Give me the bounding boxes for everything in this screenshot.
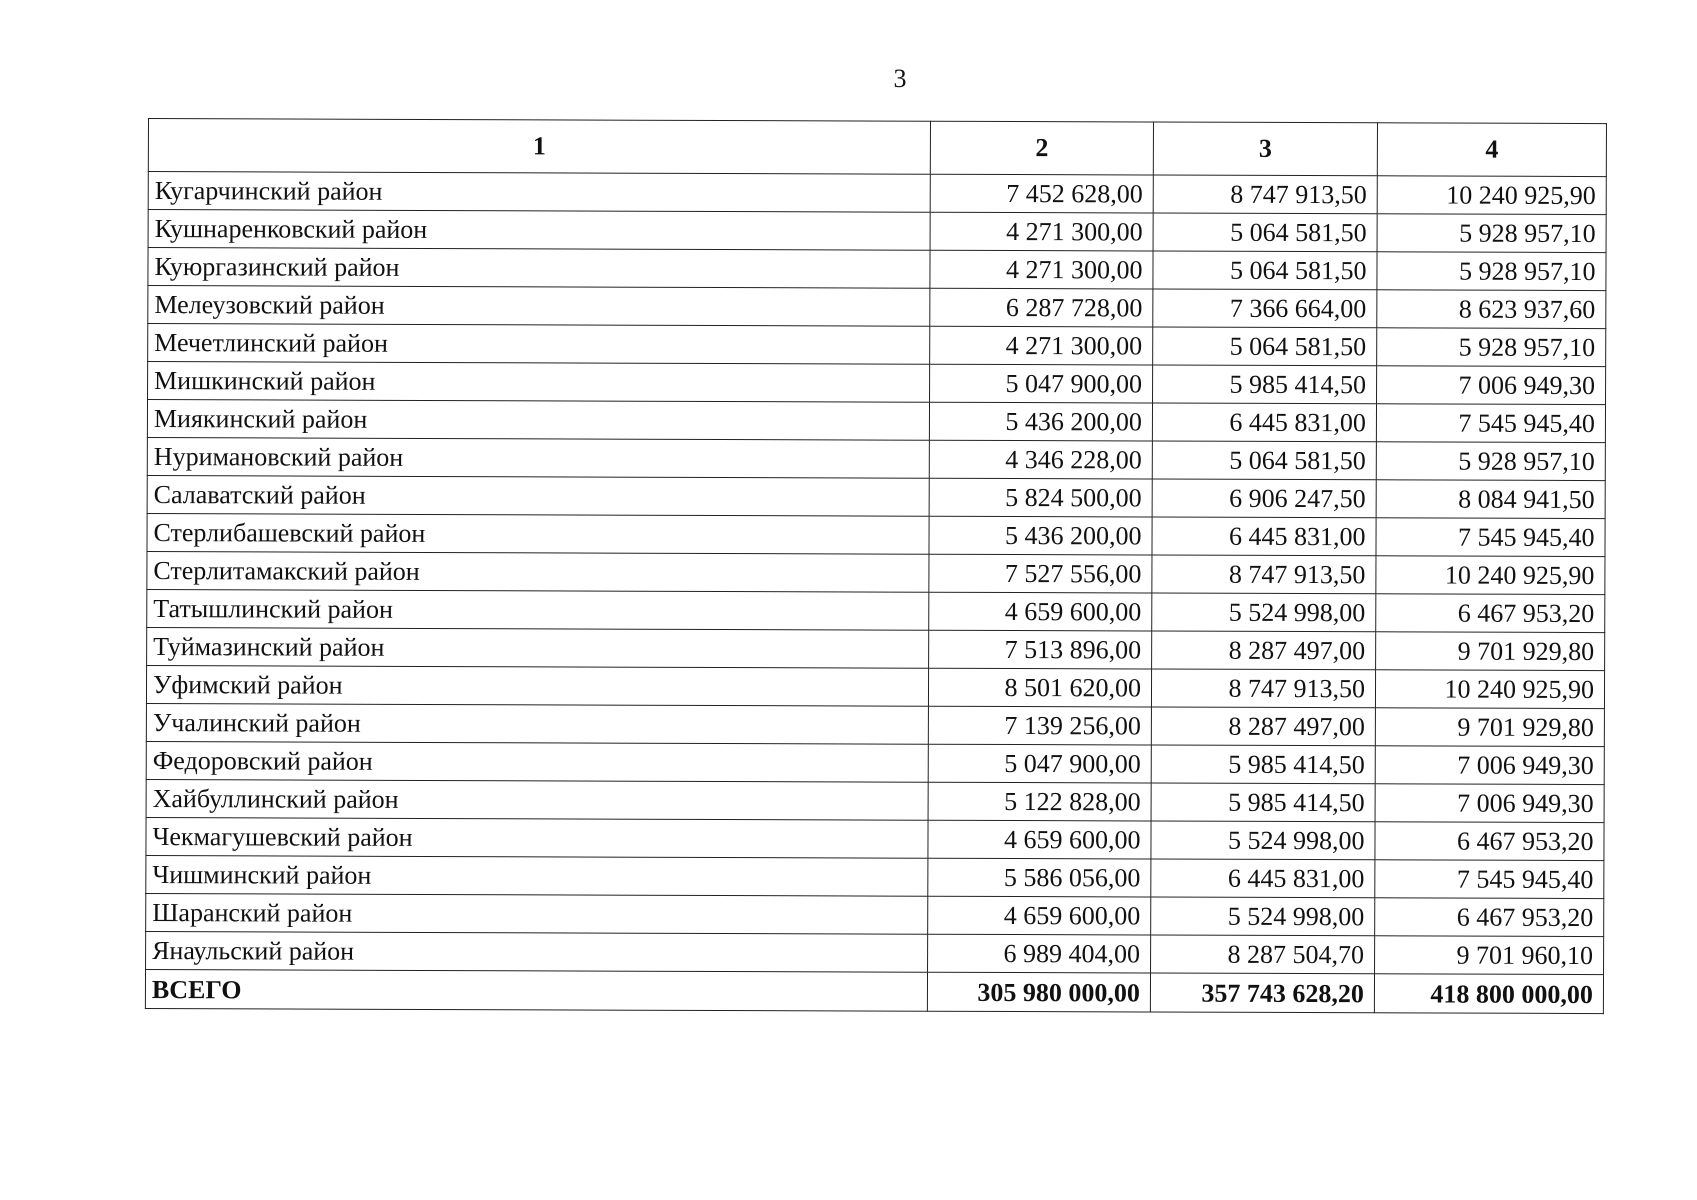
value-col-4-cell: 9 701 960,10	[1375, 936, 1604, 975]
value-col-3-cell: 5 985 414,50	[1153, 365, 1377, 404]
value-col-2-cell: 7 139 256,00	[928, 706, 1151, 745]
table-row	[148, 324, 1606, 367]
table-row	[147, 551, 1605, 594]
table-row	[147, 513, 1605, 556]
table-row	[148, 210, 1606, 253]
column-header-4: 4	[1377, 123, 1606, 177]
value-col-2-cell: 6 287 728,00	[930, 288, 1153, 327]
total-col-4-cell: 418 800 000,00	[1374, 974, 1603, 1014]
table-row	[146, 665, 1604, 708]
value-col-3-cell: 5 985 414,50	[1151, 783, 1375, 822]
district-name-cell: Мелеузовский район	[148, 286, 930, 327]
value-col-2-cell: 4 271 300,00	[930, 212, 1153, 251]
value-col-4-cell: 10 240 925,90	[1377, 176, 1606, 215]
value-col-2-cell: 5 122 828,00	[928, 782, 1151, 821]
value-col-4-cell: 8 084 941,50	[1376, 480, 1605, 519]
column-header-1: 1	[148, 119, 930, 175]
value-col-3-cell: 8 287 497,00	[1151, 707, 1375, 746]
value-col-3-cell: 6 445 831,00	[1151, 859, 1375, 898]
value-col-3-cell: 5 524 998,00	[1151, 897, 1375, 936]
value-col-2-cell: 6 989 404,00	[928, 934, 1151, 973]
value-col-2-cell: 4 346 228,00	[929, 440, 1152, 479]
table-body	[145, 172, 1606, 1014]
value-col-2-cell: 4 271 300,00	[930, 326, 1153, 365]
value-col-3-cell: 6 445 831,00	[1152, 403, 1376, 442]
value-col-2-cell: 4 659 600,00	[928, 896, 1151, 935]
table-container	[145, 118, 1607, 1014]
district-name-cell: Чишминский район	[146, 855, 928, 896]
value-col-2-cell: 5 436 200,00	[929, 516, 1152, 555]
value-col-4-cell: 5 928 957,10	[1377, 252, 1606, 291]
district-name-cell: Янаульский район	[146, 931, 928, 972]
value-col-4-cell: 7 545 945,40	[1376, 404, 1605, 443]
total-col-2-cell: 305 980 000,00	[927, 972, 1150, 1012]
district-name-cell: Мишкинский район	[148, 362, 930, 403]
table-row	[147, 589, 1605, 632]
total-label-cell: ВСЕГО	[145, 969, 927, 1011]
district-name-cell: Стерлибашевский район	[147, 513, 929, 554]
table-row	[146, 931, 1604, 974]
district-name-cell: Учалинский район	[146, 703, 928, 744]
value-col-3-cell: 8 747 913,50	[1153, 175, 1377, 214]
column-header-3: 3	[1153, 122, 1377, 176]
value-col-4-cell: 9 701 929,80	[1375, 708, 1604, 747]
table-row	[148, 172, 1606, 215]
value-col-2-cell: 5 586 056,00	[928, 858, 1151, 897]
table-row	[147, 437, 1605, 480]
table-row	[148, 362, 1606, 405]
total-row	[145, 969, 1603, 1013]
value-col-2-cell: 4 659 600,00	[928, 820, 1151, 859]
value-col-3-cell: 5 064 581,50	[1152, 441, 1376, 480]
table-row	[146, 703, 1604, 746]
value-col-2-cell: 4 271 300,00	[930, 250, 1153, 289]
district-name-cell: Стерлитамакский район	[147, 551, 929, 592]
district-name-cell: Куюргазинский район	[148, 248, 930, 289]
value-col-4-cell: 7 545 945,40	[1376, 518, 1605, 557]
value-col-2-cell: 7 452 628,00	[930, 174, 1153, 213]
value-col-3-cell: 5 064 581,50	[1153, 327, 1377, 366]
district-name-cell: Чекмагушевский район	[146, 817, 928, 858]
value-col-4-cell: 7 006 949,30	[1375, 784, 1604, 823]
value-col-2-cell: 7 527 556,00	[929, 554, 1152, 593]
value-col-3-cell: 8 747 913,50	[1151, 669, 1375, 708]
value-col-3-cell: 6 445 831,00	[1152, 517, 1376, 556]
value-col-4-cell: 10 240 925,90	[1376, 556, 1605, 595]
value-col-3-cell: 5 524 998,00	[1152, 593, 1376, 632]
value-col-4-cell: 5 928 957,10	[1377, 214, 1606, 253]
value-col-4-cell: 7 545 945,40	[1375, 860, 1604, 899]
value-col-4-cell: 6 467 953,20	[1376, 594, 1605, 633]
district-name-cell: Татышлинский район	[147, 589, 929, 630]
table-row	[146, 817, 1604, 860]
district-name-cell: Салаватский район	[147, 475, 929, 516]
value-col-3-cell: 5 064 581,50	[1153, 213, 1377, 252]
district-name-cell: Туймазинский район	[147, 627, 929, 668]
value-col-4-cell: 5 928 957,10	[1377, 328, 1606, 367]
page-number: 3	[893, 64, 907, 93]
district-name-cell: Нуримановский район	[147, 437, 929, 478]
district-name-cell: Федоровский район	[146, 741, 928, 782]
district-name-cell: Кушнаренковский район	[148, 210, 930, 251]
value-col-3-cell: 5 985 414,50	[1151, 745, 1375, 784]
value-col-2-cell: 4 659 600,00	[929, 592, 1152, 631]
table-row	[147, 627, 1605, 670]
district-name-cell: Уфимский район	[146, 665, 928, 706]
value-col-4-cell: 9 701 929,80	[1376, 632, 1605, 671]
value-col-4-cell: 6 467 953,20	[1375, 822, 1604, 861]
value-col-3-cell: 6 906 247,50	[1152, 479, 1376, 518]
table-row	[148, 248, 1606, 291]
value-col-3-cell: 5 524 998,00	[1151, 821, 1375, 860]
value-col-2-cell: 5 047 900,00	[930, 364, 1153, 403]
district-name-cell: Миякинский район	[147, 400, 929, 441]
district-name-cell: Кугарчинский район	[148, 172, 930, 213]
value-col-4-cell: 6 467 953,20	[1375, 898, 1604, 937]
value-col-2-cell: 5 824 500,00	[929, 478, 1152, 517]
value-col-4-cell: 5 928 957,10	[1376, 442, 1605, 481]
value-col-4-cell: 7 006 949,30	[1375, 746, 1604, 785]
district-name-cell: Мечетлинский район	[148, 324, 930, 365]
value-col-2-cell: 8 501 620,00	[928, 668, 1151, 707]
table-row	[146, 855, 1604, 898]
value-col-2-cell: 5 047 900,00	[928, 744, 1151, 783]
table-row	[146, 741, 1604, 784]
table-row	[146, 779, 1604, 822]
district-name-cell: Хайбуллинский район	[146, 779, 928, 820]
value-col-3-cell: 5 064 581,50	[1153, 251, 1377, 290]
column-header-2: 2	[930, 121, 1153, 175]
value-col-3-cell: 8 287 504,70	[1151, 935, 1375, 974]
data-table	[145, 118, 1607, 1014]
table-row	[146, 893, 1604, 936]
value-col-4-cell: 7 006 949,30	[1377, 366, 1606, 405]
district-name-cell: Шаранский район	[146, 893, 928, 934]
value-col-3-cell: 7 366 664,00	[1153, 289, 1377, 328]
value-col-4-cell: 8 623 937,60	[1377, 290, 1606, 329]
value-col-2-cell: 7 513 896,00	[929, 630, 1152, 669]
value-col-2-cell: 5 436 200,00	[929, 402, 1152, 441]
table-header-row	[148, 119, 1606, 177]
table-row	[147, 475, 1605, 518]
value-col-4-cell: 10 240 925,90	[1375, 670, 1604, 709]
value-col-3-cell: 8 287 497,00	[1152, 631, 1376, 670]
table-row	[147, 400, 1605, 443]
table-row	[148, 286, 1606, 329]
total-col-3-cell: 357 743 628,20	[1150, 973, 1374, 1013]
value-col-3-cell: 8 747 913,50	[1152, 555, 1376, 594]
